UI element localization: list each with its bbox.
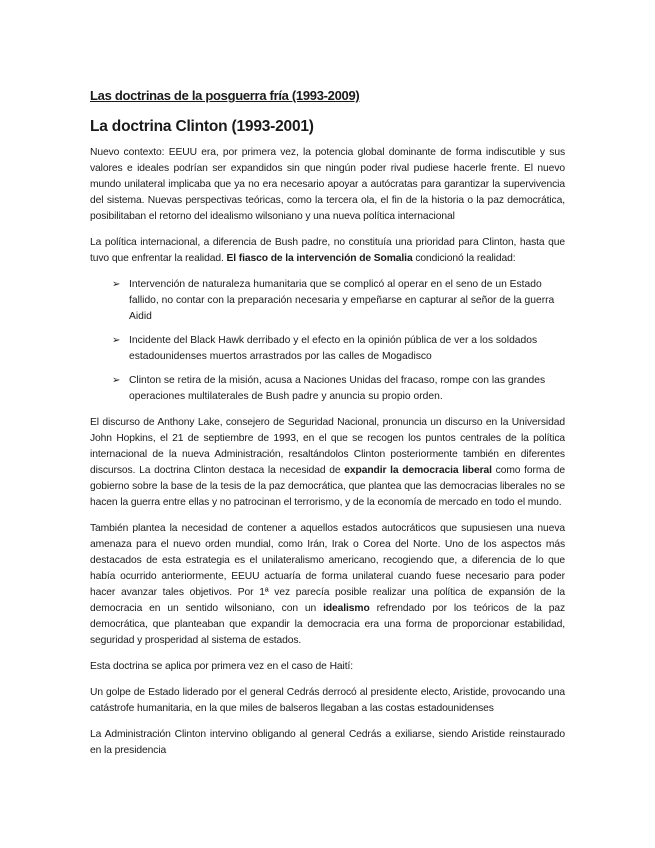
paragraph-context: Nuevo contexto: EEUU era, por primera vez, la potencia global dominante de forma indiscutible y sus valores e ideales podrían ser expandidos sin que ningún poder rival pudiese hacerle frente. El nuevo mundo unilateral implicaba que ya no era necesario apoyar a autócratas para garantizar la supervivencia del sistema. Nuevas perspectivas teóricas, como la tercera ola, el fin de la historia o la paz democrática, posibilitaban el retorno del idealismo wilsoniano y una nueva política internacional	[90, 147, 565, 222]
arrow-bullet-icon: ➢	[112, 375, 121, 386]
list-item	[90, 333, 565, 365]
arrow-bullet-icon: ➢	[112, 279, 121, 290]
list-item-text: Incidente del Black Hawk derribado y el efecto en la opinión pública de ver a los soldados estadounidenses muertos arrastrados por las calles de Mogadisco	[129, 335, 538, 362]
document-title: Las doctrinas de la posguerra fría (1993-2009)	[90, 88, 360, 103]
text-run: condicionó la realidad:	[412, 253, 516, 264]
text-run: También plantea la necesidad de contener a aquellos estados autocráticos que supusiesen una nueva amenaza para el nuevo orden mundial, como Irán, Irak o Corea del Norte. Uno de los aspectos más destacados de esta estrategia es el unilateralismo americano, recogiendo que, a diferencia de lo que había ocurrido anteriormente, EEUU actuaría de forma unilateral cuando fuese necesario para poder hacer avanzar tales objetivos. Por 1ª vez parecía posible realizar una política de expansión de la democracia en un sentido wilsoniano, con un	[90, 523, 565, 614]
list-item-text: Intervención de naturaleza humanitaria que se complicó al operar en el seno de un Estado fallido, no contar con la preparación necesaria y empeñarse en capturar al señor de la guerra Aidid	[129, 279, 555, 322]
bold-text-run: El fiasco de la intervención de Somalia	[226, 253, 413, 264]
paragraph-haiti-intro: Esta doctrina se aplica por primera vez en el caso de Haití:	[90, 661, 353, 672]
section-title: La doctrina Clinton (1993-2001)	[90, 118, 314, 135]
text-run: como forma de gobierno sobre la base de la tesis de la paz democrática, que plantea que las democracias liberales no se hacen la guerra entre ellas y no patrocinan el terrorismo, y de la economía de mercado en todo el mundo.	[90, 465, 565, 508]
list-item	[90, 373, 565, 405]
bullet-list	[90, 277, 565, 405]
arrow-bullet-icon: ➢	[112, 335, 121, 346]
paragraph-somalia-intro	[90, 235, 565, 267]
paragraph-containment	[90, 521, 565, 649]
bold-text-run: expandir la democracia liberal	[344, 465, 492, 476]
list-item-text: Clinton se retira de la misión, acusa a Naciones Unidas del fracaso, rompe con las grandes operaciones multilaterales de Bush padre y anuncia su propio orden.	[129, 375, 546, 402]
list-item	[90, 277, 565, 325]
paragraph-haiti-coup: Un golpe de Estado liderado por el general Cedrás derrocó al presidente electo, Aristide, provocando una catástrofe humanitaria, en la que miles de balseros llegaban a las costas estadounidenses	[90, 687, 565, 714]
text-run: El discurso de Anthony Lake, consejero de Seguridad Nacional, pronuncia un discurso en la Universidad John Hopkins, el 21 de septiembre de 1993, en el que se recogen los puntos centrales de la política internacional de la nueva Administración, resaltándolos Clinton posteriormente también en diferentes discursos. La doctrina Clinton destaca la necesidad de	[90, 417, 565, 476]
document-page	[90, 88, 565, 769]
bold-text-run: idealismo	[323, 603, 370, 614]
paragraph-lake-speech	[90, 415, 565, 511]
paragraph-haiti-intervention: La Administración Clinton intervino obligando al general Cedrás a exiliarse, siendo Aristide reinstaurado en la presidencia	[90, 729, 565, 756]
text-run: La política internacional, a diferencia de Bush padre, no constituía una prioridad para Clinton, hasta que tuvo que enfrentar la realidad.	[90, 237, 565, 264]
text-run: refrendado por los teóricos de la paz democrática, que planteaban que expandir la democracia era una forma de proporcionar estabilidad, seguridad y prosperidad al sistema de estados.	[90, 603, 565, 646]
